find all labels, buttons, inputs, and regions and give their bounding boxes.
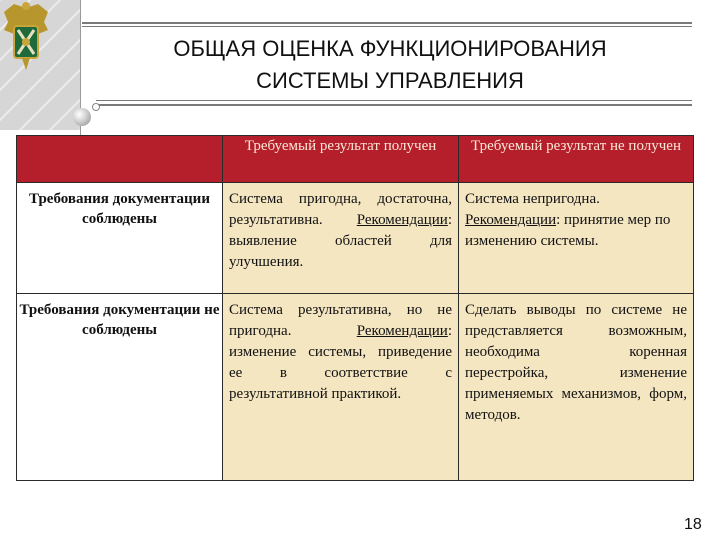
recommendation-text: : изменение системы, приведение ее в соответствие с результативной практикой. <box>229 323 452 402</box>
title-line-1: ОБЩАЯ ОЦЕНКА ФУНКЦИОНИРОВАНИЯ <box>173 36 607 61</box>
recommendation-label: Рекомендации <box>356 212 448 228</box>
row-label-requirements-met: Требования документации соблюдены <box>17 183 223 294</box>
header-result-not-achieved: Требуемый результат не получен <box>459 136 694 183</box>
table-row <box>17 183 694 294</box>
top-rule-2 <box>82 26 692 27</box>
bottom-rule-2 <box>96 104 692 106</box>
cell-not-met-not-achieved <box>459 294 694 481</box>
header-result-achieved: Требуемый результат получен <box>223 136 459 183</box>
title-line-2: СИСТЕМЫ УПРАВЛЕНИЯ <box>256 68 524 93</box>
top-rule-1 <box>82 22 692 24</box>
cell-met-achieved <box>223 183 459 294</box>
page-number: 18 <box>684 516 702 533</box>
cell-text: Система непригодна. <box>465 191 600 207</box>
cell-text: Сделать выводы по системе не представляется возможным, необходима коренная перестройка, изменение применяемых механизмов, форм, методов. <box>465 302 687 423</box>
evaluation-matrix <box>16 135 694 481</box>
recommendation-label: Рекомендации <box>356 323 448 339</box>
coat-of-arms-icon <box>0 0 52 72</box>
recommendation-text: : принятие мер по изменению системы. <box>465 212 671 249</box>
row-label-requirements-not-met: Требования документации не соблюдены <box>17 294 223 481</box>
header-row <box>17 136 694 183</box>
small-ring-icon <box>92 103 100 111</box>
table-row <box>17 294 694 481</box>
recommendation-label: Рекомендации <box>465 212 557 228</box>
recommendation-text: : выявление областей для улучшения. <box>229 212 452 270</box>
header-empty-cell <box>17 136 223 183</box>
bottom-rule-1 <box>96 100 692 101</box>
cell-text: Система результативна, но не пригодна. <box>229 302 452 339</box>
page-title <box>110 33 670 97</box>
cell-not-met-achieved <box>223 294 459 481</box>
cell-text: Система пригодна, достаточна, результативна. <box>229 191 452 228</box>
cell-met-not-achieved <box>459 183 694 294</box>
left-decor-strip <box>0 0 80 130</box>
sphere-bullet-icon <box>73 108 91 126</box>
